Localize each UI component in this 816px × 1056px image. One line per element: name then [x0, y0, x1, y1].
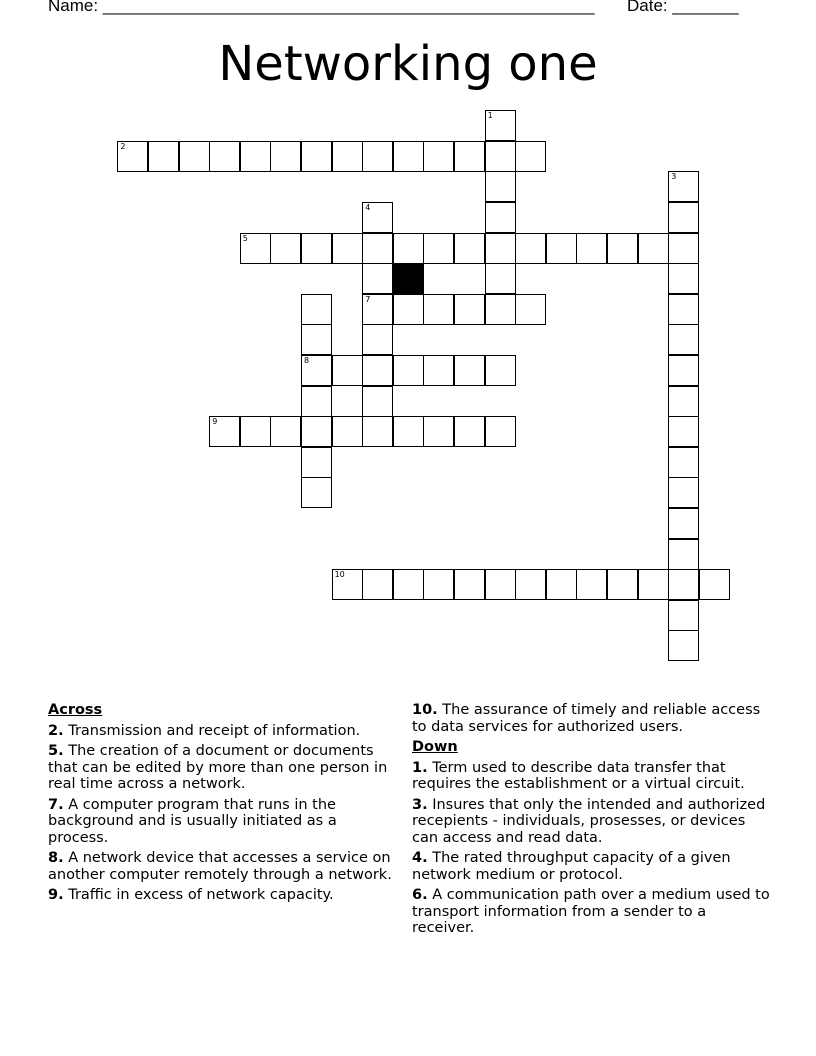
- crossword-cell[interactable]: [301, 416, 332, 447]
- crossword-cell[interactable]: [362, 294, 393, 325]
- clue-number-label: 1: [487, 111, 493, 121]
- crossword-cell[interactable]: [393, 416, 424, 447]
- clue-number-label: 8: [304, 356, 310, 365]
- crossword-cell[interactable]: [362, 324, 393, 355]
- crossword-cell[interactable]: [117, 141, 148, 172]
- crossword-cell[interactable]: [393, 141, 424, 172]
- crossword-cell[interactable]: [362, 202, 393, 233]
- crossword-cell[interactable]: [515, 233, 546, 264]
- crossword-cell[interactable]: [485, 416, 516, 447]
- crossword-cell[interactable]: [668, 386, 699, 417]
- crossword-cell[interactable]: [301, 355, 332, 386]
- crossword-cell[interactable]: [546, 233, 577, 264]
- crossword-cell[interactable]: [515, 569, 546, 600]
- crossword-cell[interactable]: [240, 141, 271, 172]
- clue-text: Traffic in excess of network capacity.: [68, 887, 334, 903]
- down-clue: [412, 850, 772, 883]
- crossword-cell[interactable]: [515, 294, 546, 325]
- down-clue: [412, 887, 772, 937]
- crossword-cell[interactable]: [454, 355, 485, 386]
- crossword-cell[interactable]: [485, 110, 516, 141]
- crossword-cell[interactable]: [668, 263, 699, 294]
- crossword-cell[interactable]: [668, 355, 699, 386]
- crossword-cell[interactable]: [179, 141, 210, 172]
- clue-text: The creation of a document or documents that can be edited by more than one person in real time across a network.: [48, 743, 388, 792]
- clue-number: 10.: [412, 702, 438, 718]
- down-clue: [412, 797, 772, 847]
- crossword-cell[interactable]: [332, 355, 363, 386]
- crossword-cell[interactable]: [668, 294, 699, 325]
- crossword-cell[interactable]: [301, 141, 332, 172]
- clue-text: A communication path over a medium used to transport information from a sender to a receiver.: [412, 887, 770, 936]
- across-clue: [48, 723, 393, 740]
- crossword-cell[interactable]: [362, 416, 393, 447]
- down-clue: [412, 760, 772, 793]
- crossword-cell[interactable]: [240, 416, 271, 447]
- crossword-cell[interactable]: [362, 569, 393, 600]
- crossword-cell[interactable]: [576, 569, 607, 600]
- crossword-cell[interactable]: [423, 141, 454, 172]
- crossword-cell[interactable]: [485, 569, 516, 600]
- crossword-cell[interactable]: [668, 171, 699, 202]
- crossword-cell[interactable]: [209, 141, 240, 172]
- clue-number-label: 9: [212, 417, 218, 427]
- crossword-cell[interactable]: [485, 263, 516, 294]
- clue-number-label: 5: [242, 233, 248, 243]
- crossword-cell[interactable]: [607, 233, 638, 264]
- crossword-cell[interactable]: [423, 294, 454, 325]
- crossword-cell[interactable]: [301, 477, 332, 508]
- crossword-cell[interactable]: [668, 447, 699, 478]
- crossword-cell[interactable]: [393, 569, 424, 600]
- crossword-cell[interactable]: [668, 630, 699, 661]
- across-clue: [412, 702, 772, 735]
- crossword-cell[interactable]: [668, 324, 699, 355]
- across-clue: [48, 797, 393, 847]
- crossword-cell[interactable]: [332, 141, 363, 172]
- clue-number: 9.: [48, 887, 64, 903]
- crossword-cell[interactable]: [546, 569, 577, 600]
- crossword-cell[interactable]: [485, 171, 516, 202]
- crossword-cell[interactable]: [668, 202, 699, 233]
- crossword-cell[interactable]: [668, 416, 699, 447]
- across-heading: Across: [48, 702, 103, 718]
- crossword-cell[interactable]: [454, 569, 485, 600]
- clue-text: The assurance of timely and reliable access to data services for authorized users.: [412, 702, 761, 735]
- crossword-cell[interactable]: [668, 539, 699, 570]
- clue-number: 4.: [412, 850, 428, 866]
- crossword-cell[interactable]: [668, 233, 699, 264]
- clue-number-label: 2: [120, 141, 126, 151]
- crossword-cell[interactable]: [301, 447, 332, 478]
- crossword-cell[interactable]: [485, 355, 516, 386]
- clue-text: The rated throughput capacity of a given network medium or protocol.: [412, 850, 731, 883]
- crossword-cell[interactable]: [485, 233, 516, 264]
- crossword-cell[interactable]: [301, 324, 332, 355]
- clue-number: 8.: [48, 850, 64, 866]
- crossword-cell[interactable]: [607, 569, 638, 600]
- crossword-cell[interactable]: [485, 202, 516, 233]
- crossword-cell[interactable]: [393, 355, 424, 386]
- down-heading: Down: [412, 739, 458, 755]
- crossword-cell[interactable]: [454, 141, 485, 172]
- crossword-block: [393, 263, 424, 294]
- page-title: Networking one: [218, 36, 598, 92]
- clue-number: 1.: [412, 759, 428, 776]
- clue-number: 7.: [48, 796, 64, 813]
- crossword-cell[interactable]: [362, 141, 393, 172]
- crossword-cell[interactable]: [668, 569, 699, 600]
- crossword-cell[interactable]: [362, 233, 393, 264]
- crossword-cell[interactable]: [668, 600, 699, 631]
- clue-text: Transmission and receipt of information.: [68, 722, 361, 739]
- crossword-cell[interactable]: [270, 233, 301, 264]
- crossword-cell[interactable]: [393, 233, 424, 264]
- clue-number-label: 10: [334, 570, 345, 580]
- crossword-cell[interactable]: [332, 416, 363, 447]
- crossword-cell[interactable]: [301, 233, 332, 264]
- crossword-cell[interactable]: [454, 416, 485, 447]
- crossword-cell[interactable]: [668, 477, 699, 508]
- crossword-cell[interactable]: [240, 233, 271, 264]
- crossword-cell[interactable]: [638, 233, 669, 264]
- name-field-label: Name: ____________________________________________________: [48, 0, 595, 15]
- clue-number: 3.: [412, 796, 428, 813]
- clue-number-label: 7: [365, 294, 371, 304]
- crossword-cell[interactable]: [576, 233, 607, 264]
- crossword-cell[interactable]: [423, 569, 454, 600]
- crossword-cell[interactable]: [668, 508, 699, 539]
- crossword-cell[interactable]: [362, 386, 393, 417]
- crossword-cell[interactable]: [393, 294, 424, 325]
- clue-text: A network device that accesses a service on another computer remotely through a network.: [48, 850, 392, 883]
- crossword-cell[interactable]: [301, 386, 332, 417]
- crossword-cell[interactable]: [362, 263, 393, 294]
- date-field-label: Date: _______: [627, 0, 739, 15]
- crossword-cell[interactable]: [699, 569, 730, 600]
- clue-text: A computer program that runs in the background and is usually initiated as a process.: [48, 796, 337, 846]
- crossword-cell[interactable]: [362, 355, 393, 386]
- clue-number: 5.: [48, 743, 64, 759]
- crossword-cell[interactable]: [148, 141, 179, 172]
- crossword-cell[interactable]: [270, 416, 301, 447]
- across-clue: [48, 743, 393, 793]
- crossword-cell[interactable]: [423, 233, 454, 264]
- clue-number-label: 4: [365, 203, 371, 212]
- crossword-cell[interactable]: [638, 569, 669, 600]
- clue-number-label: 3: [671, 172, 677, 182]
- crossword-cell[interactable]: [515, 141, 546, 172]
- across-clue: [48, 850, 393, 883]
- crossword-cell[interactable]: [485, 141, 516, 172]
- crossword-cell[interactable]: [423, 416, 454, 447]
- crossword-cell[interactable]: [454, 294, 485, 325]
- clue-number: 2.: [48, 722, 64, 739]
- clues-right-column: [412, 702, 772, 941]
- across-clue: [48, 887, 393, 904]
- crossword-cell[interactable]: [301, 294, 332, 325]
- clues-left-column: [48, 702, 393, 908]
- clue-number: 6.: [412, 887, 428, 903]
- crossword-cell[interactable]: [332, 233, 363, 264]
- crossword-cell[interactable]: [332, 569, 363, 600]
- crossword-cell[interactable]: [485, 294, 516, 325]
- crossword-cell[interactable]: [209, 416, 240, 447]
- clue-text: Insures that only the intended and authorized recepients - individuals, prosesses, or devices can access and read data.: [412, 796, 766, 846]
- crossword-cell[interactable]: [270, 141, 301, 172]
- crossword-cell[interactable]: [454, 233, 485, 264]
- crossword-cell[interactable]: [423, 355, 454, 386]
- clue-text: Term used to describe data transfer that requires the establishment or a virtual circuit.: [412, 759, 745, 792]
